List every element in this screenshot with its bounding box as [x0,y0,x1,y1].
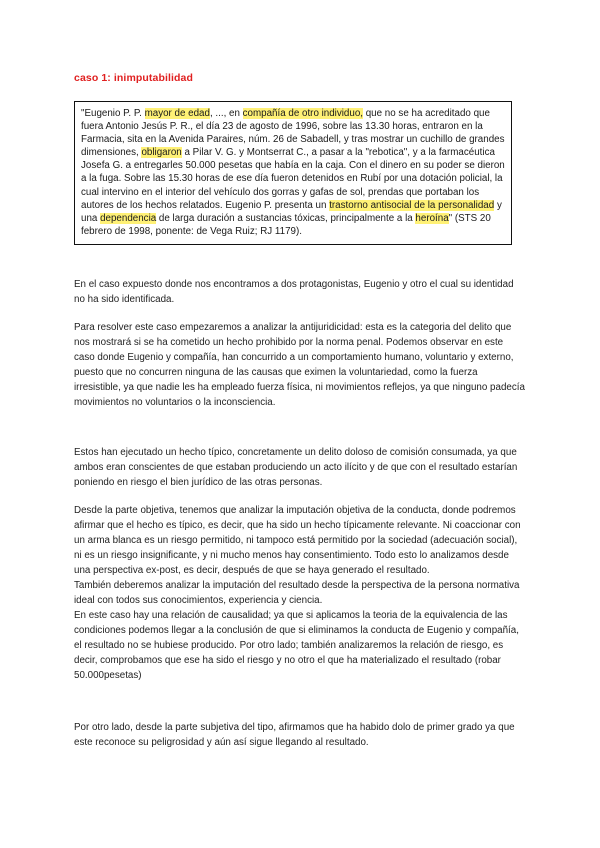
quote-segment: " (STS 20 febrero de 1998, ponente: de Vega Ruiz; RJ 1179). [81,212,491,237]
quote-segment: de larga duración a sustancias tóxicas, principalmente a la [156,212,416,224]
quote-segment: "Eugenio P. P. [81,108,145,119]
quote-segment: , ..., en [209,108,243,119]
quote-segment: que no se ha acreditado que fuera Antonio Jesús P. R., el día 23 de agosto de 1996, sobre las 13.30 horas, entraron en la Farmacia, sita en la Avenida Paraires, núm. 26 de Sabadell, y tras mostrar un cuchillo de grandes dimensiones, [81,108,505,159]
paragraph-protagonists: En el caso expuesto donde nos encontramos a dos protagonistas, Eugenio y otro el cual su identidad no ha sido identificada. [74,279,514,305]
paragraph-parte-objetiva: Desde la parte objetiva, tenemos que analizar la imputación objetiva de la conducta, donde podremos afirmar que el hecho es típico, es decir, que ha sido un hecho típicamente relevante. Ni coaccionar con un arma blanca es un riesgo permitido, ni tampoco está permitido por la sociedad (adecuación social), ni es un riesgo insignificante, y ni mucho menos hay consentimiento. Todo esto lo analizamos desde una perspectiva ex-post, es decir, después de que se haya generado el resultado. También deberemos analizar la imputación del resultado desde la perspectiva de la persona normativa ideal con todos sus conocimientos, experiencia y ciencia. En este caso hay una relación de causalidad; ya que si aplicamos la teoria de la equivalencia de las condiciones podemos llegar a la conclusión de que si eliminamos la conducta de Eugenio y compañía, el resultado no se hubiese producido. Por otro lado; también analizaremos la relación de riesgo, es decir, comprobamos que ese ha sido el riesgo y no otro el que ha materializado el resultado (robar 50.000pesetas) [74,505,521,681]
paragraph-parte-subjetiva: Por otro lado, desde la parte subjetiva del tipo, afirmamos que ha habido dolo de primer grado ya que este reconoce su peligrosidad y aún así sigue llegando al resultado. [74,722,515,748]
quote-highlight: mayor de edad [144,108,210,119]
quote-highlight: dependencia [100,212,157,224]
quote-highlight: trastorno antisocial de la personalidad [329,199,495,211]
quote-segment: y una [81,199,502,224]
paragraph-hecho-tipico: Estos han ejecutado un hecho típico, concretamente un delito doloso de comisión consumada, ya que ambos eran conscientes de que estaban produciendo un acto ilícito y de que con el resultado estarían poniendo en riesgo el bien jurídico de las otras personas. [74,447,518,488]
quote-highlight: heroína [415,212,449,224]
case-quote-box [74,101,512,245]
quote-highlight: compañía de otro individuo, [242,108,364,119]
quote-segment: a Pilar V. G. y Montserrat C., a pasar a la "rebotica", y a la farmacéutica Josefa G. a entregarles 50.000 pesetas que había en la caja. Con el dinero en su poder se dieron a la fuga. Sobre las 15.30 horas de ese día fueron detenidos en Rubí por una dotación policial, la cual intervino en el interior del vehículo dos gorras y gafas de sol, prendas que portaban los autores de los hechos relatados. Eugenio P. presenta un [81,147,505,211]
case-title: caso 1: inimputabilidad [74,72,193,84]
quote-highlight: obligaron [141,147,182,159]
paragraph-antijuridicidad: Para resolver este caso empezaremos a analizar la antijuridicidad: esta es la categoria del delito que nos mostrará si se ha cometido un hecho prohibido por la norma penal. Podemos observar en este caso donde Eugenio y compañía, han concurrido a un comportamiento humano, voluntario y externo, puesto que no concurren ninguna de las causas que eximen la voluntariedad, como la fuerza irresistible, ya que nadie les ha empleado fuerza física, ni movimientos reflejos, ya que ninguno padecía movimientos no voluntarios o la inconsciencia. [74,322,525,408]
